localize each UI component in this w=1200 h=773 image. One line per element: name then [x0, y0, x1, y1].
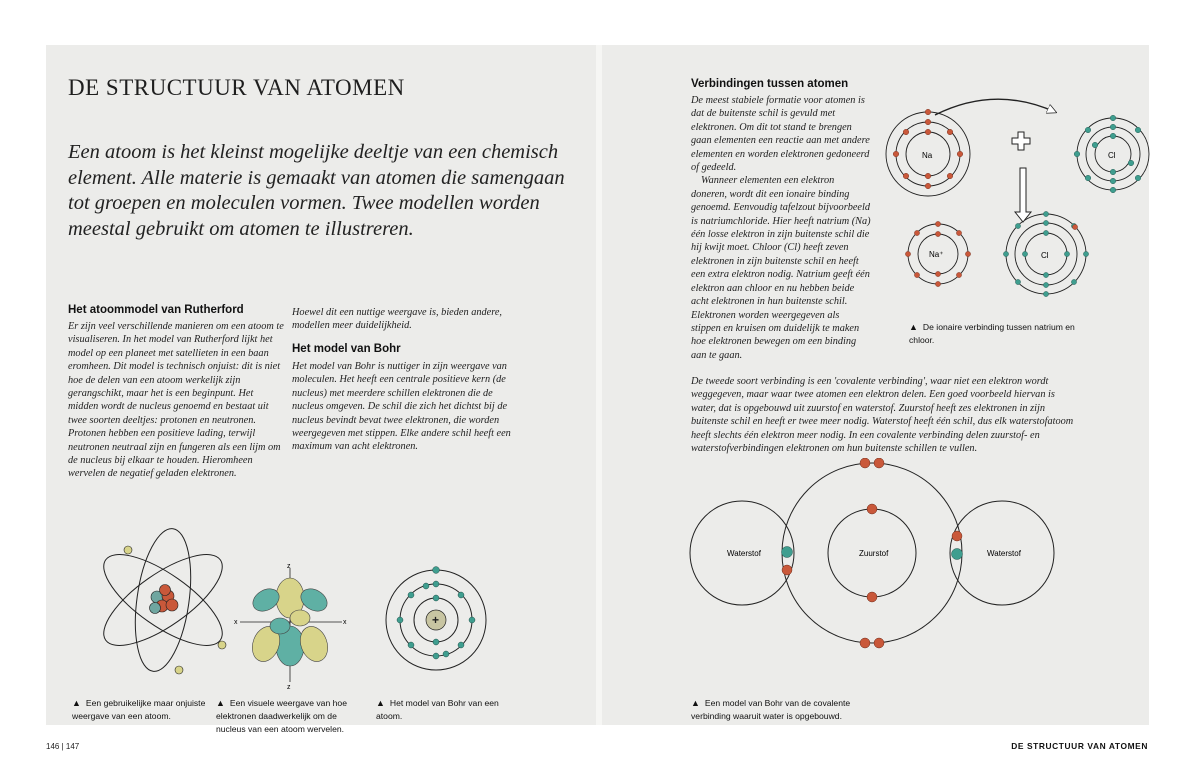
electron — [433, 581, 439, 587]
ionic-bond-illustration — [880, 90, 1150, 310]
caption-water — [691, 697, 871, 723]
electron — [1110, 133, 1116, 139]
orbital-lobe — [296, 623, 333, 666]
electron — [1110, 187, 1116, 193]
triangle-icon: ▲ — [72, 698, 81, 708]
triangle-icon: ▲ — [376, 698, 385, 708]
electron — [903, 173, 909, 179]
orbital-illustration — [234, 560, 349, 690]
electron — [905, 251, 910, 256]
electron — [957, 151, 963, 157]
rutherford-text — [68, 320, 286, 481]
electron — [874, 638, 884, 648]
column2-paragraph: Hoewel dit een nuttige weergave is, bieden andere, modellen meer duidelijkheid. — [292, 307, 502, 332]
electron — [903, 129, 909, 135]
electron — [1043, 230, 1048, 235]
electron — [947, 173, 953, 179]
electron — [874, 458, 884, 468]
bohr-paragraph: Het model van Bohr is nuttiger in zijn weergave van moleculen. Het heeft een centrale positieve kern (de nucleus) met meerdere schillen elektronen die de nucleus omgeven. De schil die zich het dichtst bij de nucleus bevindt bevat twee elektronen, die worden weergegeven met stippen. Elke andere schil heeft een maximum van acht elektronen. — [292, 361, 511, 453]
covalent-paragraph: De tweede soort verbinding is een 'covalente verbinding', waar niet een elektron wordt weggegeven, maar waar twee atomen een elektron delen. Een goed voorbeeld hiervan is water, dat is opgebouwd uit zuurstof en waterstof. Zuurstof heeft zes elektronen in zijn buitenste schil en heeft er twee meer nodig. Waterstof heeft één schil, dus elk waterstofatoom heeft slechts één elektron meer nodig. In een covalente verbinding delen zuurstof- en waterstofverbindingen elektronen om hun buitenste schillen te vullen. — [691, 376, 1074, 455]
label-waterstof-left: Waterstof — [727, 549, 761, 558]
electron — [935, 231, 940, 236]
intro-text: Een atoom is het kleinst mogelijke deeltje van een chemisch element. Alle materie is gemaakt van atomen die samengaan tot groepen en moleculen vormen. Twee modellen worden meestal gebruikt om atomen te illustreren. — [68, 141, 565, 240]
electron — [433, 639, 439, 645]
electron — [935, 271, 940, 276]
electron — [956, 230, 961, 235]
label-zuurstof: Zuurstof — [859, 549, 889, 558]
electron — [1128, 160, 1134, 166]
caption-ionic — [909, 321, 1089, 347]
rutherford-paragraph: Er zijn veel verschillende manieren om een atoom te visualiseren. In het model van Rutherford lijkt het model op een planeet met satellieten in een baan eromheen. Dit model is technisch onjuist: dit is niet hoe de delen van een atoom werkelijk zijn gerangschikt, maar het is een beginpunt. Het midden wordt de nucleus genoemd en bestaat uit twee soorten deeltjes: protonen en neutronen. Protonen hebben een positieve lading, terwijl neutronen neutraal zijn en fungeren als een lijm om de nucleus bij elkaar te houden. Hieromheen wervelen de negatief geladen elektronen. — [68, 321, 284, 480]
electron — [433, 567, 440, 574]
electron — [1110, 115, 1116, 121]
caption-rutherford — [72, 697, 212, 723]
electron — [124, 546, 132, 554]
transfer-arrow — [935, 99, 1055, 115]
electron — [1110, 124, 1116, 130]
electron — [925, 173, 931, 179]
water-bond-illustration — [687, 458, 1057, 653]
electron — [935, 281, 940, 286]
electron — [1074, 151, 1080, 157]
electron — [397, 617, 403, 623]
rutherford-heading: Het atoommodel van Rutherford — [68, 304, 244, 316]
electron — [1043, 272, 1048, 277]
electron — [1085, 127, 1091, 133]
electron — [925, 129, 931, 135]
label-na-ion: Na⁺ — [929, 250, 944, 259]
caption-text: De ionaire verbinding tussen natrium en chloor. — [909, 322, 1075, 345]
electron — [458, 642, 464, 648]
electron — [175, 666, 183, 674]
electron — [218, 641, 226, 649]
electron — [1092, 142, 1098, 148]
electron — [1003, 251, 1008, 256]
rutherford-atom-illustration — [88, 520, 238, 680]
electron — [408, 592, 414, 598]
bonds-paragraph-1: De meest stabiele formatie voor atomen is dat de buitenste schil is gevuld met elektronen. Om dit tot stand te brengen gaan elementen een reactie aan met andere elementen en worden elektronen gedoneerd of gedeeld. — [691, 95, 870, 174]
label-na: Na — [922, 151, 933, 160]
orbital-lobe — [290, 610, 310, 626]
electron — [947, 129, 953, 135]
plus-icon — [1012, 132, 1030, 150]
electron — [433, 653, 439, 659]
bohr-heading: Het model van Bohr — [292, 343, 401, 355]
electron — [925, 109, 931, 115]
running-title: DE STRUCTUUR VAN ATOMEN — [1011, 741, 1148, 751]
caption-text: Een gebruikelijke maar onjuiste weergave van een atoom. — [72, 698, 206, 721]
electron — [443, 651, 449, 657]
electron — [860, 458, 870, 468]
triangle-icon: ▲ — [216, 698, 225, 708]
electron — [1110, 178, 1116, 184]
donated-electron — [1072, 224, 1077, 229]
electron — [956, 272, 961, 277]
electron — [860, 638, 870, 648]
electron — [1015, 279, 1020, 284]
column2-intro — [292, 306, 514, 333]
electron — [1043, 211, 1048, 216]
electron — [925, 183, 931, 189]
electron — [1135, 127, 1141, 133]
electron — [1043, 220, 1048, 225]
triangle-icon: ▲ — [691, 698, 700, 708]
electron — [965, 251, 970, 256]
page-numbers: 146 | 147 — [46, 742, 80, 751]
label-waterstof-right: Waterstof — [987, 549, 1021, 558]
nucleus-plus-symbol: + — [432, 613, 440, 627]
electron — [867, 504, 877, 514]
electron — [423, 583, 429, 589]
electron — [433, 595, 439, 601]
electron — [782, 565, 792, 575]
electron — [925, 119, 931, 125]
electron — [408, 642, 414, 648]
electron — [458, 592, 464, 598]
electron — [1015, 223, 1020, 228]
electron — [1043, 291, 1048, 296]
electron — [1022, 251, 1027, 256]
right-page — [602, 45, 1149, 725]
caption-text: Het model van Bohr van een atoom. — [376, 698, 499, 721]
axis-label-z: z — [287, 563, 291, 570]
electron — [1064, 251, 1069, 256]
triangle-icon: ▲ — [909, 322, 918, 332]
axis-label-x: x — [234, 619, 238, 626]
electron — [935, 221, 940, 226]
bonds-text — [691, 94, 871, 362]
electron — [1135, 175, 1141, 181]
covalent-text — [691, 375, 1076, 455]
caption-orbital — [216, 697, 356, 736]
bonds-paragraph-2: Wanneer elementen een elektron doneren, wordt dit een ionaire binding genoemd. Eenvoudig tafelzout bijvoorbeeld is natriumchloride. Hier heeft natrium (Na) één losse elektron in zijn buitenste schil die hij kwijt moet. Chloor (Cl) heeft zeven elektronen in zijn buitenste schil en heeft een extra elektron nodig. Natrium geeft één elektron aan chloor en nu hebben beide acht elektronen in hun buitenste schil. Elektronen worden weergegeven als stippen en kruisen om duidelijk te maken hoe elektronen bewegen om een binding aan te gaan. — [691, 175, 871, 361]
caption-text: Een visuele weergave van hoe elektronen daadwerkelijk om de nucleus van een atoom wervelen. — [216, 698, 347, 734]
electron — [952, 531, 962, 541]
electron — [952, 549, 963, 560]
axis-label-z: z — [287, 684, 291, 690]
electron — [1110, 169, 1116, 175]
label-cl-ion: Cl — [1041, 251, 1049, 260]
electron — [469, 617, 475, 623]
caption-text: Een model van Bohr van de covalente verbinding waaruit water is opgebouwd. — [691, 698, 851, 721]
rutherford-nucleus — [150, 585, 179, 614]
electron — [1071, 279, 1076, 284]
electron — [1085, 175, 1091, 181]
electron — [1043, 282, 1048, 287]
orbital-lobe — [270, 618, 290, 634]
electron — [867, 592, 877, 602]
electron — [914, 230, 919, 235]
page-title: DE STRUCTUUR VAN ATOMEN — [68, 75, 405, 100]
electron — [782, 547, 793, 558]
electron — [893, 151, 899, 157]
electron — [914, 272, 919, 277]
bohr-text — [292, 360, 514, 454]
axis-label-x: x — [343, 619, 347, 626]
electron — [1083, 251, 1088, 256]
bohr-atom-illustration — [381, 565, 491, 675]
label-cl: Cl — [1108, 151, 1116, 160]
down-arrow-icon — [1015, 168, 1031, 222]
bonds-heading: Verbindingen tussen atomen — [691, 78, 849, 90]
caption-bohr — [376, 697, 511, 723]
left-page — [46, 45, 596, 734]
